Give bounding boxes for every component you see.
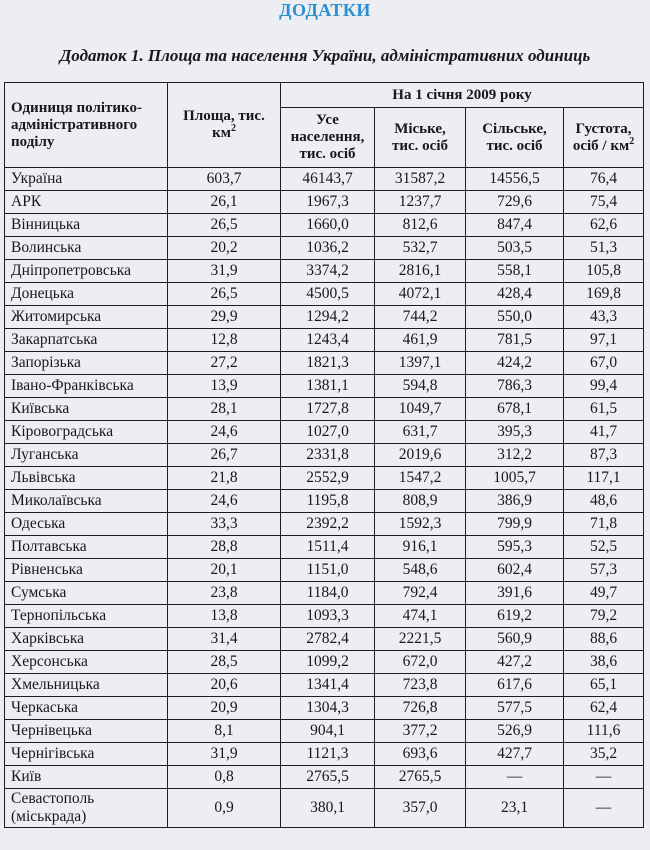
value-cell: 617,6 [466,674,564,697]
value-cell: 28,8 [168,536,281,559]
value-cell: 111,6 [564,720,644,743]
value-cell: 1036,2 [281,237,375,260]
header-area [168,83,281,168]
table-row [5,490,644,513]
region-name-cell: Донецька [5,283,168,306]
table-row [5,628,644,651]
value-cell: 427,2 [466,651,564,674]
value-cell: 2331,8 [281,444,375,467]
value-cell: 24,6 [168,490,281,513]
value-cell: 595,3 [466,536,564,559]
value-cell: 75,4 [564,191,644,214]
value-cell: 503,5 [466,237,564,260]
value-cell: 62,4 [564,697,644,720]
value-cell: 1049,7 [375,398,466,421]
value-cell: 26,5 [168,283,281,306]
region-name-cell: Закарпатська [5,329,168,352]
table-row [5,559,644,582]
value-cell: 1727,8 [281,398,375,421]
value-cell: 1304,3 [281,697,375,720]
value-cell: 24,6 [168,421,281,444]
value-cell: 693,6 [375,743,466,766]
value-cell: 27,2 [168,352,281,375]
value-cell: 20,1 [168,559,281,582]
value-cell: 427,7 [466,743,564,766]
table-row [5,352,644,375]
region-name-cell: Тернопільська [5,605,168,628]
value-cell: 560,9 [466,628,564,651]
value-cell: 97,1 [564,329,644,352]
value-cell: 723,8 [375,674,466,697]
table-row [5,513,644,536]
value-cell: 1005,7 [466,467,564,490]
value-cell: 105,8 [564,260,644,283]
region-name-cell: Чернігівська [5,743,168,766]
value-cell: 23,1 [466,789,564,828]
value-cell: 31,9 [168,260,281,283]
value-cell: 424,2 [466,352,564,375]
value-cell: 1294,2 [281,306,375,329]
value-cell: 20,9 [168,697,281,720]
value-cell: 1341,4 [281,674,375,697]
value-cell: 594,8 [375,375,466,398]
table-header [5,83,644,168]
region-name-cell: Одеська [5,513,168,536]
value-cell: 26,5 [168,214,281,237]
value-cell: 79,2 [564,605,644,628]
value-cell: 377,2 [375,720,466,743]
value-cell: 916,1 [375,536,466,559]
value-cell: 13,8 [168,605,281,628]
value-cell: 29,9 [168,306,281,329]
value-cell: 532,7 [375,237,466,260]
value-cell: 1027,0 [281,421,375,444]
value-cell: 786,3 [466,375,564,398]
region-name-cell: Черкаська [5,697,168,720]
region-name-cell: Полтавська [5,536,168,559]
value-cell: 1243,4 [281,329,375,352]
value-cell: 88,6 [564,628,644,651]
value-cell: 43,3 [564,306,644,329]
value-cell: 67,0 [564,352,644,375]
table-row [5,306,644,329]
value-cell: 61,5 [564,398,644,421]
header-unit: Одиниця політико-адміністративного поділу [5,83,168,168]
table-row [5,674,644,697]
value-cell: 28,1 [168,398,281,421]
table-row [5,444,644,467]
value-cell: 729,6 [466,191,564,214]
value-cell: 21,8 [168,467,281,490]
region-name-cell: Миколаївська [5,490,168,513]
region-name-cell: Запорізька [5,352,168,375]
region-name-cell: Волинська [5,237,168,260]
value-cell: 65,1 [564,674,644,697]
value-cell: 744,2 [375,306,466,329]
value-cell: 395,3 [466,421,564,444]
value-cell: 20,2 [168,237,281,260]
value-cell: 49,7 [564,582,644,605]
value-cell: 2019,6 [375,444,466,467]
value-cell: 31,4 [168,628,281,651]
value-cell: 781,5 [466,329,564,352]
table-row [5,260,644,283]
population-table [4,82,644,828]
header-density-label: Густота, осіб / км [572,120,632,154]
region-name-cell: АРК [5,191,168,214]
table-row [5,605,644,628]
header-density-sup: 2 [629,135,635,147]
value-cell: 2552,9 [281,467,375,490]
value-cell: 1151,0 [281,559,375,582]
region-name-cell: Київська [5,398,168,421]
value-cell: 391,6 [466,582,564,605]
appendix-subtitle: Додаток 1. Площа та населення України, адміністративних одиниць [59,46,591,65]
value-cell: 117,1 [564,467,644,490]
table-row [5,789,644,828]
value-cell: 62,6 [564,214,644,237]
region-name-cell: Дніпропетровська [5,260,168,283]
header-area-label: Площа, тис. км [183,108,265,141]
value-cell: 8,1 [168,720,281,743]
value-cell: 380,1 [281,789,375,828]
header-rural: Сільське, тис. осіб [466,108,564,168]
table-row [5,467,644,490]
value-cell: 550,0 [466,306,564,329]
value-cell: 577,5 [466,697,564,720]
table-row [5,398,644,421]
header-density [564,108,644,168]
value-cell: 526,9 [466,720,564,743]
table-row [5,329,644,352]
table-row [5,283,644,306]
value-cell: 2221,5 [375,628,466,651]
value-cell: 71,8 [564,513,644,536]
value-cell: 87,3 [564,444,644,467]
header-area-sup: 2 [230,123,236,134]
value-cell: 169,8 [564,283,644,306]
region-name-cell: Житомирська [5,306,168,329]
table-row [5,743,644,766]
table-row [5,582,644,605]
region-name-cell: Вінницька [5,214,168,237]
region-name-cell: Харківська [5,628,168,651]
value-cell: — [564,789,644,828]
value-cell: 20,6 [168,674,281,697]
value-cell: 2765,5 [281,766,375,789]
value-cell: 2782,4 [281,628,375,651]
value-cell: 1547,2 [375,467,466,490]
table-row [5,237,644,260]
table-row [5,651,644,674]
region-name-cell: Кіровоградська [5,421,168,444]
table-row [5,766,644,789]
region-name-cell: Сумська [5,582,168,605]
value-cell: 619,2 [466,605,564,628]
value-cell: 14556,5 [466,168,564,191]
value-cell: 26,7 [168,444,281,467]
value-cell: 1592,3 [375,513,466,536]
value-cell: 1660,0 [281,214,375,237]
header-total: Усе населення, тис. осіб [281,108,375,168]
value-cell: 31,9 [168,743,281,766]
value-cell: 672,0 [375,651,466,674]
value-cell: 51,3 [564,237,644,260]
value-cell: 1397,1 [375,352,466,375]
value-cell: — [564,766,644,789]
region-name-cell: Чернівецька [5,720,168,743]
value-cell: 48,6 [564,490,644,513]
region-name-cell: Севастополь (міськрада) [5,789,168,828]
region-name-cell: Рівненська [5,559,168,582]
value-cell: 57,3 [564,559,644,582]
value-cell: 1093,3 [281,605,375,628]
value-cell: 603,7 [168,168,281,191]
value-cell: 1195,8 [281,490,375,513]
value-cell: 799,9 [466,513,564,536]
value-cell: 4072,1 [375,283,466,306]
table-row [5,421,644,444]
table-row [5,536,644,559]
value-cell: 2765,5 [375,766,466,789]
value-cell: 631,7 [375,421,466,444]
value-cell: 33,3 [168,513,281,536]
value-cell: 0,9 [168,789,281,828]
region-name-cell: Луганська [5,444,168,467]
value-cell: 2392,2 [281,513,375,536]
region-name-cell: Україна [5,168,168,191]
value-cell: 41,7 [564,421,644,444]
region-name-cell: Львівська [5,467,168,490]
value-cell: 357,0 [375,789,466,828]
value-cell: 792,4 [375,582,466,605]
header-urban: Міське, тис. осіб [375,108,466,168]
region-name-cell: Івано-Франківська [5,375,168,398]
region-name-cell: Київ [5,766,168,789]
value-cell: 474,1 [375,605,466,628]
value-cell: 558,1 [466,260,564,283]
value-cell: 312,2 [466,444,564,467]
value-cell: 4500,5 [281,283,375,306]
value-cell: 1237,7 [375,191,466,214]
value-cell: 1511,4 [281,536,375,559]
value-cell: 46143,7 [281,168,375,191]
value-cell: 548,6 [375,559,466,582]
table-row [5,168,644,191]
table-row [5,375,644,398]
table-body [5,168,644,828]
value-cell: 31587,2 [375,168,466,191]
value-cell: 52,5 [564,536,644,559]
value-cell: 28,5 [168,651,281,674]
value-cell: 3374,2 [281,260,375,283]
value-cell: 1821,3 [281,352,375,375]
value-cell: 1121,3 [281,743,375,766]
region-name-cell: Херсонська [5,651,168,674]
value-cell: 808,9 [375,490,466,513]
value-cell: 1967,3 [281,191,375,214]
value-cell: 13,9 [168,375,281,398]
value-cell: 428,4 [466,283,564,306]
region-name-cell: Хмельницька [5,674,168,697]
value-cell: 386,9 [466,490,564,513]
table-row [5,214,644,237]
value-cell: 1381,1 [281,375,375,398]
value-cell: 678,1 [466,398,564,421]
value-cell: 1099,2 [281,651,375,674]
value-cell: 602,4 [466,559,564,582]
value-cell: 38,6 [564,651,644,674]
value-cell: 461,9 [375,329,466,352]
value-cell: 0,8 [168,766,281,789]
value-cell: — [466,766,564,789]
value-cell: 12,8 [168,329,281,352]
value-cell: 2816,1 [375,260,466,283]
table-row [5,191,644,214]
value-cell: 847,4 [466,214,564,237]
value-cell: 812,6 [375,214,466,237]
value-cell: 1184,0 [281,582,375,605]
value-cell: 26,1 [168,191,281,214]
appendix-heading: ДОДАТКИ [279,0,371,20]
value-cell: 726,8 [375,697,466,720]
header-date-group: На 1 січня 2009 року [281,83,644,108]
value-cell: 99,4 [564,375,644,398]
value-cell: 35,2 [564,743,644,766]
table-row [5,720,644,743]
value-cell: 904,1 [281,720,375,743]
value-cell: 23,8 [168,582,281,605]
value-cell: 76,4 [564,168,644,191]
table-row [5,697,644,720]
